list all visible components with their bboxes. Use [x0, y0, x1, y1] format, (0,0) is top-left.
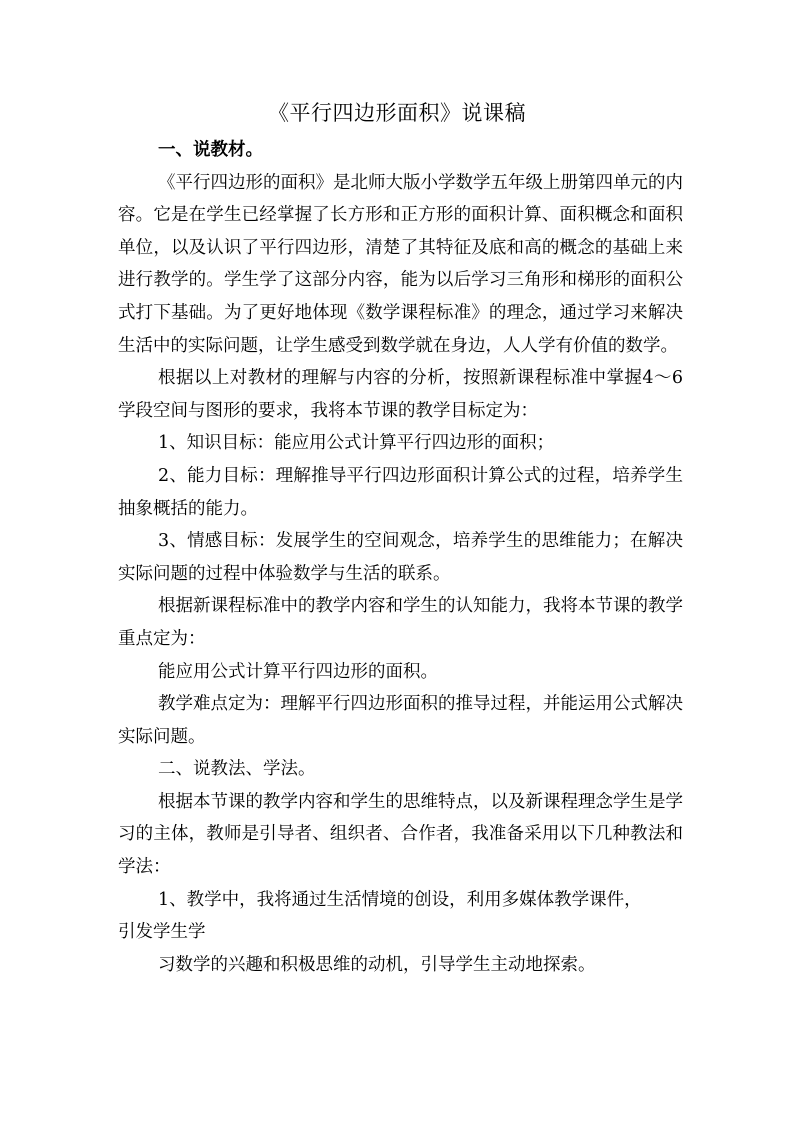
paragraph-textbook: 《平行四边形的面积》是北师大版小学数学五年级上册第四单元的内容。它是在学生已经掌握了长方形和正方形的面积计算、面积概念和面积单位，以及认识了平行四边形，清楚了其特征及底和高的概念的基础上来进行教学的。学生学了这部分内容，能为以后学习三角形和梯形的面积公式打下基础。为了更好地体现《数学课程标准》的理念，通过学习来解决生活中的实际问题，让学生感受到数学就在身边，人人学有价值的数学。 — [118, 172, 683, 356]
section-heading-textbook: 一、说教材。 — [158, 140, 263, 160]
method-1-continued-2 — [118, 949, 683, 982]
goal-emotion: 3、情感目标：发展学生的空间观念，培养学生的思维能力；在解决实际问题的过程中体验数学与生活的联系。 — [118, 531, 683, 584]
method-1-continued — [118, 916, 683, 949]
method-1-line-3: 习数学的兴趣和积极思维的动机，引导学生主动地探索。 — [158, 954, 596, 975]
paragraph-methods: 根据本节课的教学内容和学生的思维特点，以及新课程理念学生是学习的主体，教师是引导者、组织者、合作者，我准备采用以下几种教法和学法： — [118, 791, 683, 878]
document-title: 《平行四边形面积》说课稿 — [268, 101, 526, 125]
method-1 — [118, 884, 683, 917]
method-1-line-2: 引发学生学 — [118, 922, 206, 943]
document-body — [118, 134, 683, 981]
paragraph-key-intro: 根据新课程标准中的教学内容和学生的认知能力，我将本节课的教学重点定为： — [118, 596, 683, 649]
goal-ability: 2、能力目标：理解推导平行四边形面积计算公式的过程，培养学生抽象概括的能力。 — [118, 465, 683, 519]
section-heading-methods: 二、说教法、学法。 — [158, 759, 316, 780]
method-1-line-1: 1、教学中，我将通过生活情境的创设，利用多媒体教学课件， — [158, 889, 642, 910]
key-point: 能应用公式计算平行四边形的面积。 — [158, 661, 438, 682]
paragraph-basis: 根据以上对教材的理解与内容的分析，按照新课程标准中掌握4～6学段空间与图形的要求，我将本节课的教学目标定为： — [118, 368, 683, 421]
goal-knowledge: 1、知识目标：能应用公式计算平行四边形的面积； — [158, 433, 555, 454]
difficulty-point: 教学难点定为：理解平行四边形面积的推导过程，并能运用公式解决实际问题。 — [118, 694, 683, 747]
